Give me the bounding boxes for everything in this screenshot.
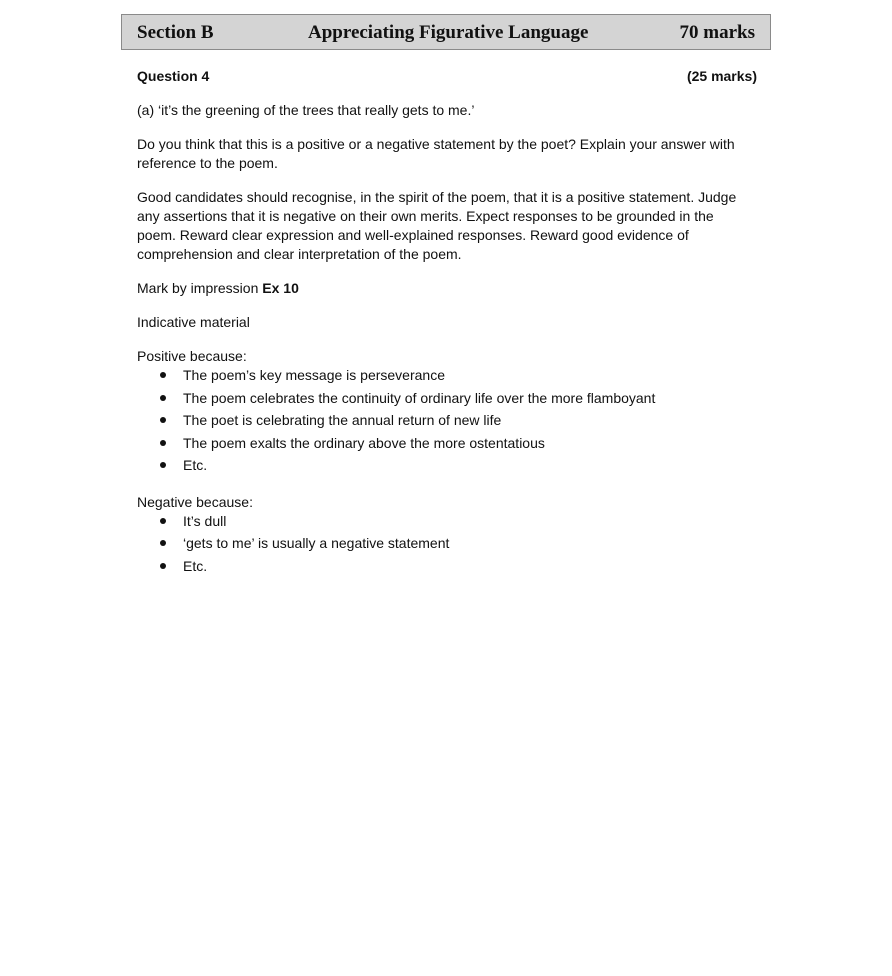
positive-list (137, 366, 757, 479)
question-prompt: Do you think that this is a positive or a negative statement by the poet? Explain your answer with reference to the poem. (137, 136, 735, 171)
indicative-material: Indicative material (137, 314, 250, 330)
list-item: Etc. (137, 456, 757, 479)
bullet-icon (160, 563, 166, 569)
negative-label: Negative because: (137, 493, 253, 510)
question-label: Question 4 (137, 68, 210, 84)
bullet-icon (160, 440, 166, 446)
mark-scheme-line (137, 279, 757, 298)
question-quote: (a) ‘it’s the greening of the trees that really gets to me.’ (137, 102, 475, 118)
list-item: The poem exalts the ordinary above the more ostentatious (137, 434, 757, 457)
bullet-icon (160, 417, 166, 423)
section-label: Section B (137, 22, 214, 43)
list-item: Etc. (137, 557, 757, 580)
bullet-icon (160, 540, 166, 546)
bullet-icon (160, 462, 166, 468)
section-marks: 70 marks (679, 22, 755, 43)
bullet-icon (160, 395, 166, 401)
list-item: The poem’s key message is perseverance (137, 366, 757, 389)
section-header (121, 14, 771, 50)
negative-list (137, 512, 757, 580)
mark-value: Ex 10 (262, 280, 299, 296)
mark-text: Mark by impression (137, 280, 263, 296)
bullet-icon (160, 372, 166, 378)
question-content (137, 67, 757, 579)
section-title: Appreciating Figurative Language (308, 22, 589, 43)
bullet-icon (160, 518, 166, 524)
marking-guidance: Good candidates should recognise, in the spirit of the poem, that it is a positive statement. Judge any assertions that it is negative on their own merits. Expect responses to be grounded in the poem. Reward clear expression and well-explained responses. Reward good evidence of comprehension and clear interpretation of the poem. (137, 189, 737, 262)
list-item: The poet is celebrating the annual return of new life (137, 411, 757, 434)
list-item: The poem celebrates the continuity of ordinary life over the more flamboyant (137, 389, 757, 412)
list-item: ‘gets to me’ is usually a negative statement (137, 534, 757, 557)
list-item: It’s dull (137, 512, 757, 535)
question-marks: (25 marks) (686, 68, 757, 84)
question-heading (137, 67, 757, 86)
positive-label: Positive because: (137, 348, 247, 364)
